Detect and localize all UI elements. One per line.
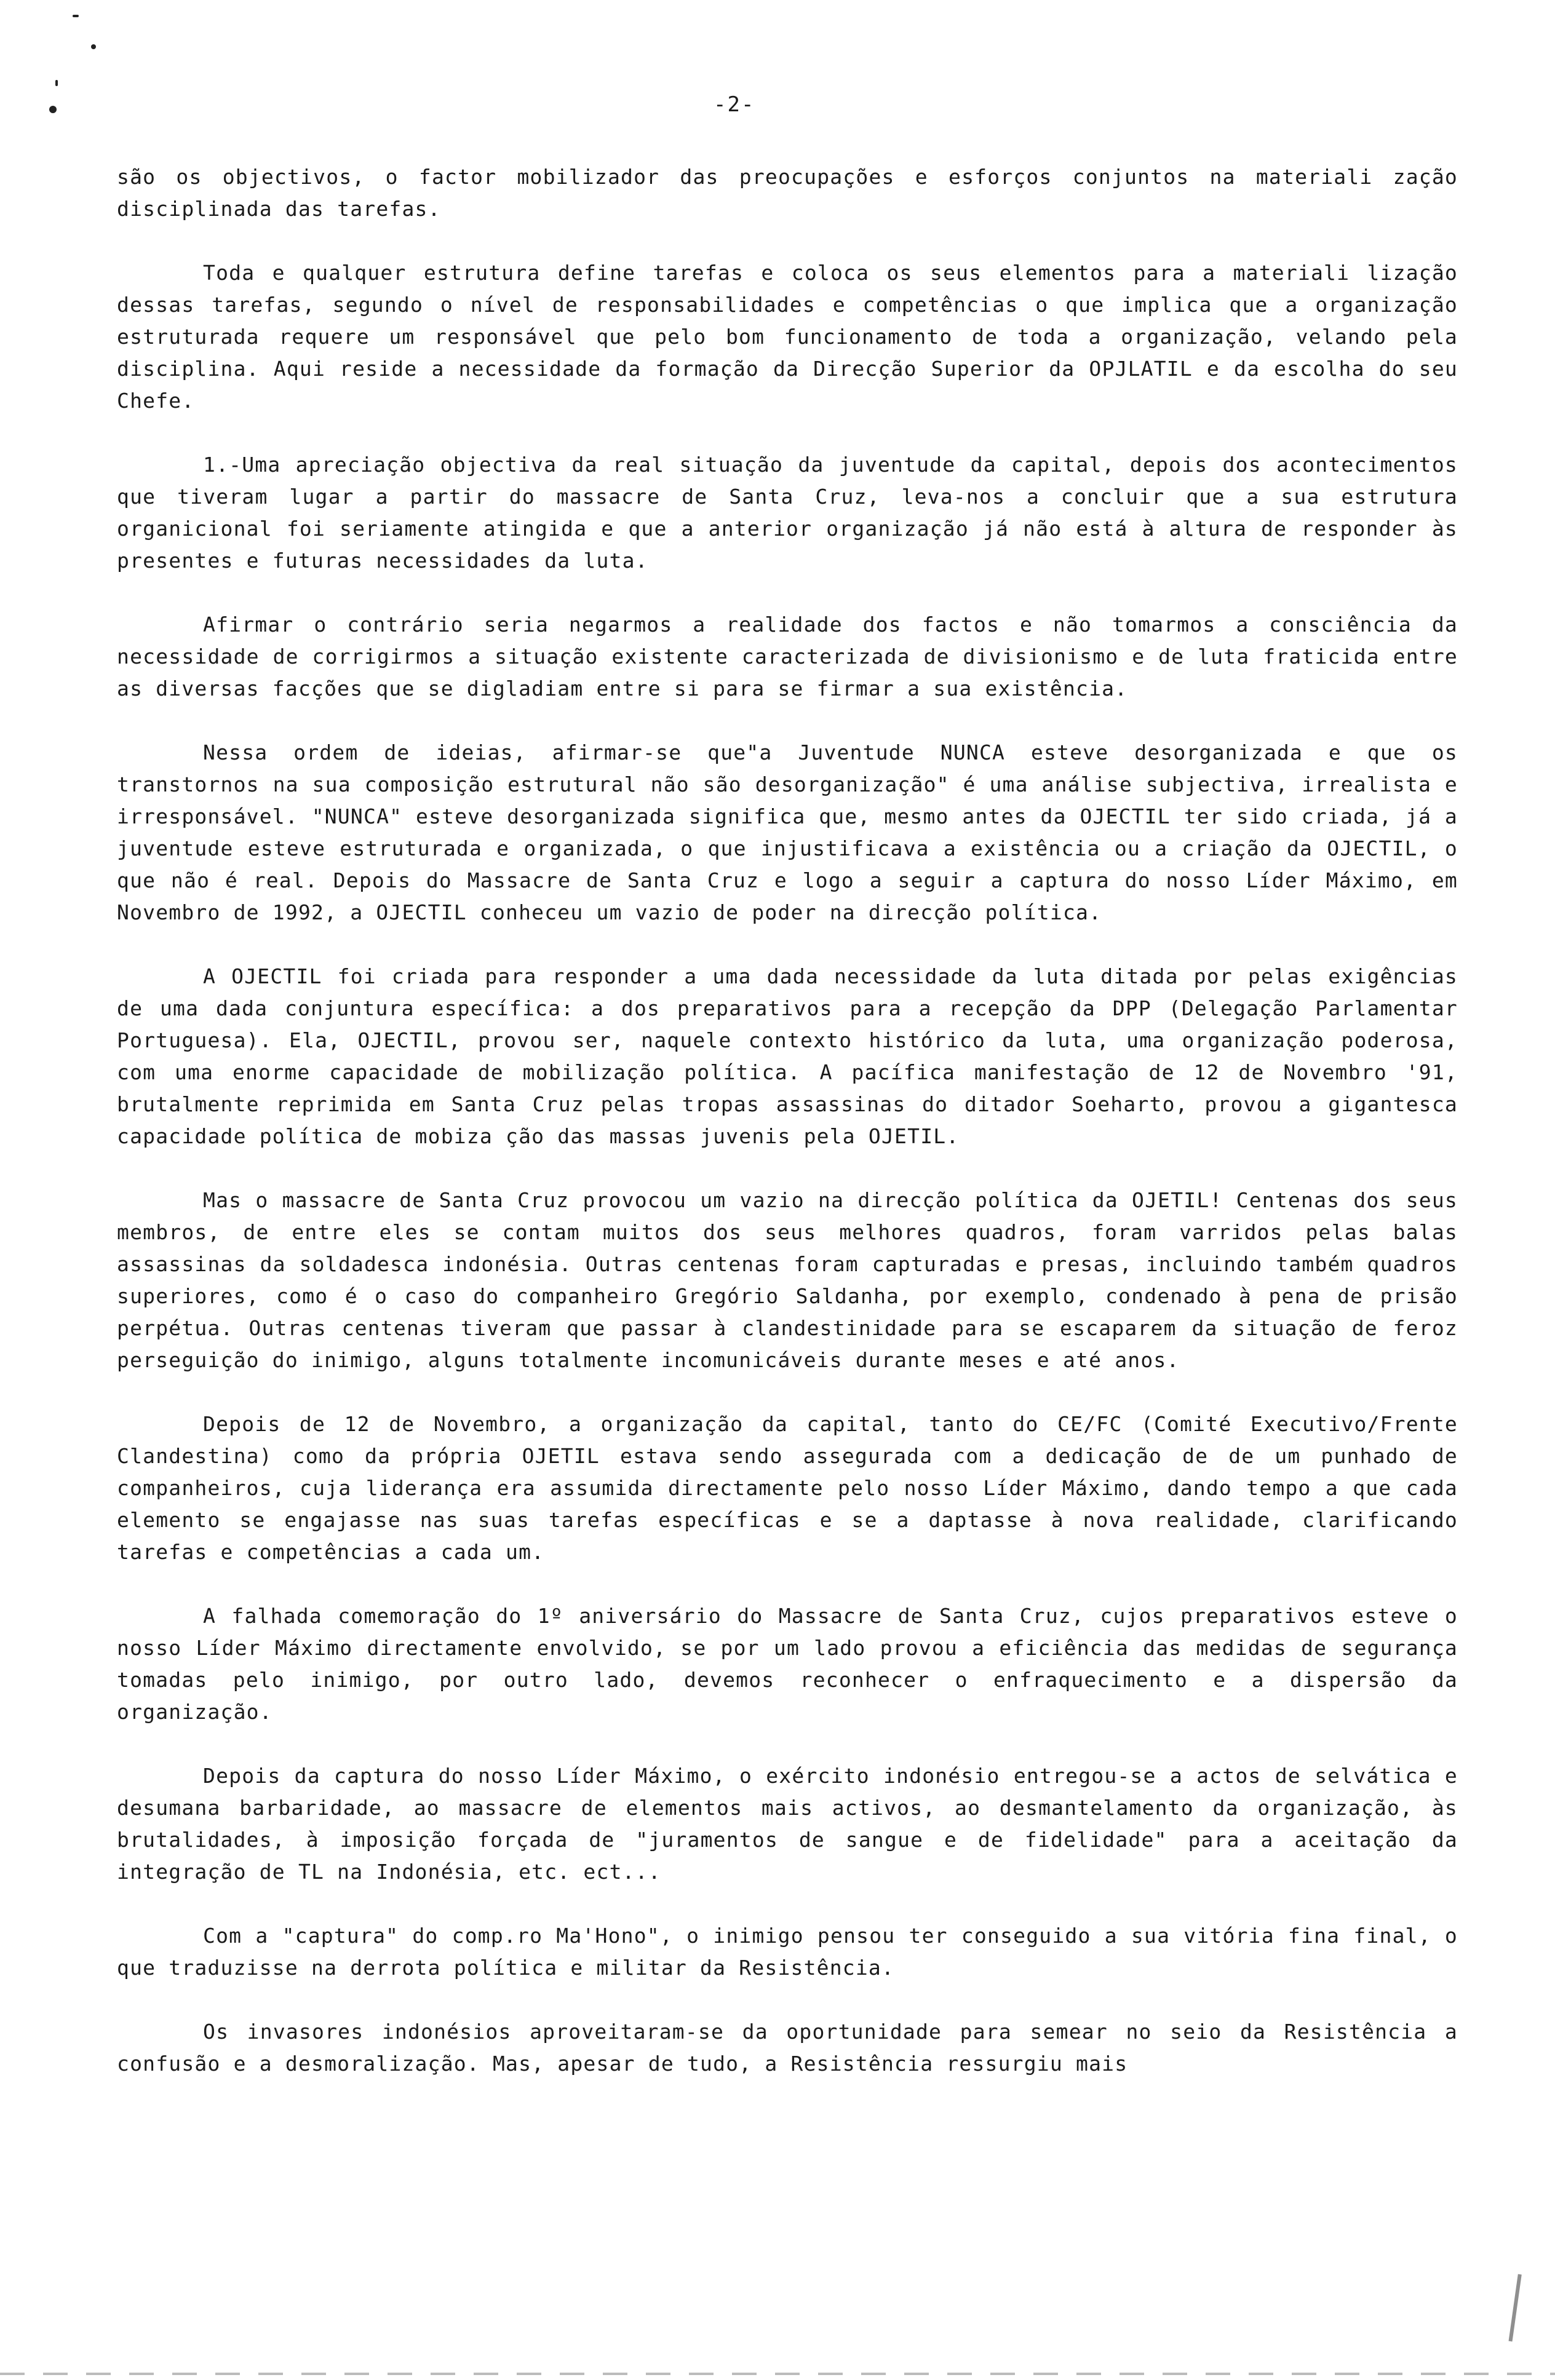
- page-number: -2-: [714, 92, 755, 117]
- paragraph-12: Os invasores indonésios aproveitaram-se da oportunidade para semear no seio da Resistência a confusão e a desmoralização. Mas, apesar de tudo, a Resistência ressurgiu mais: [117, 2020, 1471, 2076]
- margin-mark: [1509, 2274, 1543, 2344]
- paragraph-1: são os objectivos, o factor mobilizador das preocupações e esforços conjuntos na materiali zação disciplinada das tarefas.: [117, 165, 1471, 221]
- scan-speck: [49, 106, 57, 113]
- scan-speck: [91, 44, 96, 49]
- paragraph-9: A falhada comemoração do 1º aniversário do Massacre de Santa Cruz, cujos preparativos esteve o nosso Líder Máximo directamente envolvido, se por um lado provou a eficiência das medidas de segurança tomadas pelo inimigo, por outro lado, devemos reconhecer o enfraquecimento e a dispersão da organização.: [117, 1604, 1471, 1724]
- paragraph-4: Afirmar o contrário seria negarmos a realidade dos factos e não tomarmos a consciência da necessidade de corrigirmos a situação existente caracterizada de divisionismo e de luta fraticida entre as diversas facções que se digladiam entre si para se firmar a sua existência.: [117, 613, 1471, 700]
- scan-speck: [55, 80, 58, 86]
- paragraph-10: Depois da captura do nosso Líder Máximo, o exército indonésio entregou-se a actos de selvática e desumana barbaridade, ao massacre de elementos mais activos, ao desmantelamento da organização, às brutalidades, à imposição forçada de "juramentos de sangue e de fidelidade" para a aceitação da integração de TL na Indonésia, etc. ect...: [117, 1764, 1471, 1884]
- paragraph-7: Mas o massacre de Santa Cruz provocou um vazio na direcção política da OJETIL! Centenas dos seus membros, de entre eles se contam muitos dos seus melhores quadros, foram varridos pelas balas assassinas da soldadesca indonésia. Outras centenas foram capturadas e presas, incluindo também quadros superiores, como é o caso do companheiro Gregório Saldanha, por exemplo, condenado à pena de prisão perpétua. Outras centenas tiveram que passar à clandestinidade para se escaparem da situação de feroz perseguição do inimigo, alguns totalmente incomunicáveis durante meses e até anos.: [117, 1188, 1471, 1372]
- document-body: [117, 161, 1471, 2112]
- scan-speck: [73, 15, 79, 17]
- paragraph-5: Nessa ordem de ideias, afirmar-se que"a Juventude NUNCA esteve desorganizada e que os transtornos na sua composição estrutural não são desorganização" é uma análise subjectiva, irrealista e irresponsável. "NUNCA" esteve desorganizada significa que, mesmo antes da OJECTIL ter sido criada, já a juventude esteve estruturada e organizada, o que injustificava a existência ou a criação da OJECTIL, o que não é real. Depois do Massacre de Santa Cruz e logo a seguir a captura do nosso Líder Máximo, em Novembro de 1992, a OJECTIL conheceu um vazio de poder na direcção política.: [117, 740, 1471, 924]
- paragraph-8: Depois de 12 de Novembro, a organização da capital, tanto do CE/FC (Comité Executivo/Frente Clandestina) como da própria OJETIL estava sendo assegurada com a dedicação de de um punhado de companheiros, cuja liderança era assumida directamente pelo nosso Líder Máximo, dando tempo a que cada elemento se engajasse nas suas tarefas específicas e se a daptasse à nova realidade, clarificando tarefas e competências a cada um.: [117, 1412, 1471, 1564]
- scan-bottom-edge: [0, 2373, 1555, 2375]
- paragraph-2: Toda e qualquer estrutura define tarefas e coloca os seus elementos para a materiali lização dessas tarefas, segundo o nível de responsabilidades e competências o que implica que a organização estruturada requere um responsável que pelo bom funcionamento de toda a organização, velando pela disciplina. Aqui reside a necessidade da formação da Direcção Superior da OPJLATIL e da escolha do seu Chefe.: [117, 261, 1471, 413]
- paragraph-6: A OJECTIL foi criada para responder a uma dada necessidade da luta ditada por pelas exigências de uma dada conjuntura específica: a dos preparativos para a recepção da DPP (Delegação Parlamentar Portuguesa). Ela, OJECTIL, provou ser, naquele contexto histórico da luta, uma organização poderosa, com uma enorme capacidade de mobilização política. A pacífica manifestação de 12 de Novembro '91, brutalmente reprimida em Santa Cruz pelas tropas assassinas do ditador Soeharto, provou a gigantesca capacidade política de mobiza ção das massas juvenis pela OJETIL.: [117, 964, 1471, 1148]
- paragraph-3: 1.-Uma apreciação objectiva da real situação da juventude da capital, depois dos acontecimentos que tiveram lugar a partir do massacre de Santa Cruz, leva-nos a concluir que a sua estrutura organicional foi seriamente atingida e que a anterior organização já não está à altura de responder às presentes e futuras necessidades da luta.: [117, 453, 1471, 573]
- paragraph-11: Com a "captura" do comp.ro Ma'Hono", o inimigo pensou ter conseguido a sua vitória fina final, o que traduzisse na derrota política e militar da Resistência.: [117, 1924, 1471, 1980]
